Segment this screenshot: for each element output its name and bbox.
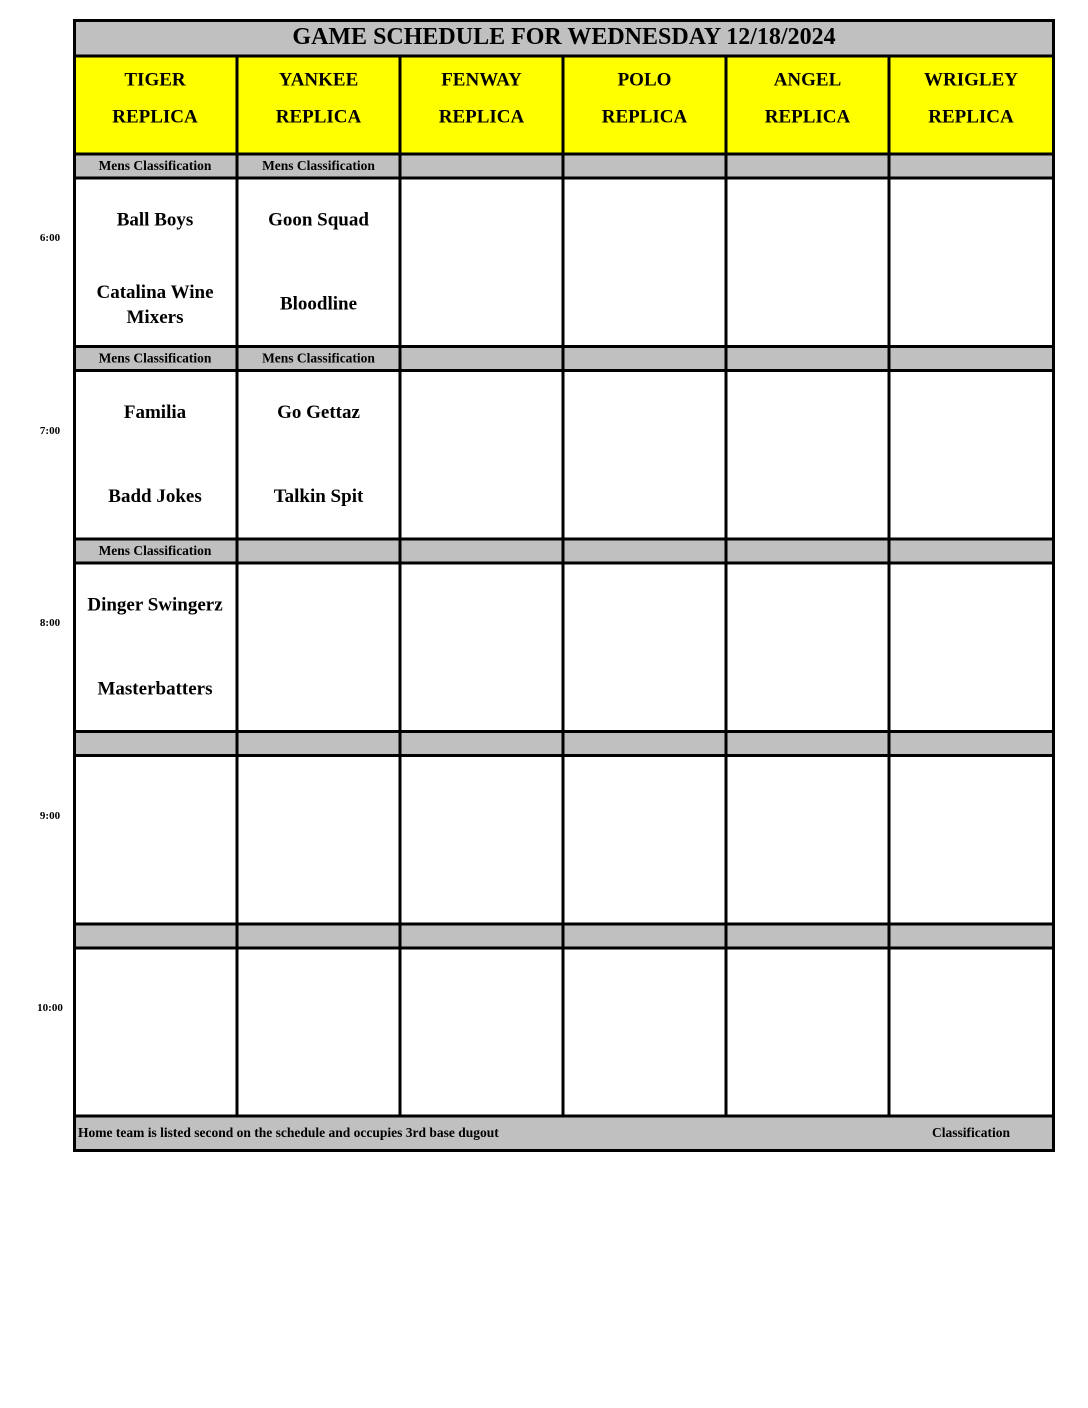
away-team: Goon Squad [268,209,369,231]
field-subtitle: REPLICA [438,106,525,128]
home-team: Masterbatters [97,678,213,700]
time-label: 7:00 [39,424,61,437]
away-team: Dinger Swingerz [87,594,223,616]
field-name: YANKEE [278,69,359,91]
footer-note: Home team is listed second on the schedule and occupies 3rd base dugout [78,1125,499,1141]
time-label: 8:00 [39,617,61,629]
classification-label: Mens Classification [262,350,375,366]
time-label: 9:00 [39,809,61,822]
schedule-grid [73,19,1055,1152]
classification-label: Mens Classification [98,158,212,174]
away-team: Familia [123,401,187,423]
field-subtitle: REPLICA [275,106,362,128]
field-subtitle: REPLICA [601,106,688,128]
classification-label: Mens Classification [98,350,212,366]
field-subtitle: REPLICA [928,106,1014,128]
field-name: WRIGLEY [924,69,1018,91]
home-team: Talkin Spit [273,485,364,507]
time-label: 10:00 [37,1002,63,1014]
footer-label: Classification [931,1125,1011,1141]
classification-label: Mens Classification [262,158,375,174]
home-team: Catalina Wine Mixers [96,282,214,328]
away-team: Ball Boys [116,209,194,231]
field-subtitle: REPLICA [764,106,851,128]
page-title: GAME SCHEDULE FOR WEDNESDAY 12/18/2024 [292,24,836,51]
field-name: POLO [617,69,672,91]
field-subtitle: REPLICA [112,106,198,128]
home-team: Bloodline [279,293,358,315]
field-name: FENWAY [441,69,522,91]
field-name: TIGER [124,69,186,91]
time-label: 6:00 [39,232,61,244]
field-name: ANGEL [773,69,842,91]
classification-label: Mens Classification [98,543,212,559]
home-team: Badd Jokes [108,485,202,507]
away-team: Go Gettaz [277,401,360,423]
